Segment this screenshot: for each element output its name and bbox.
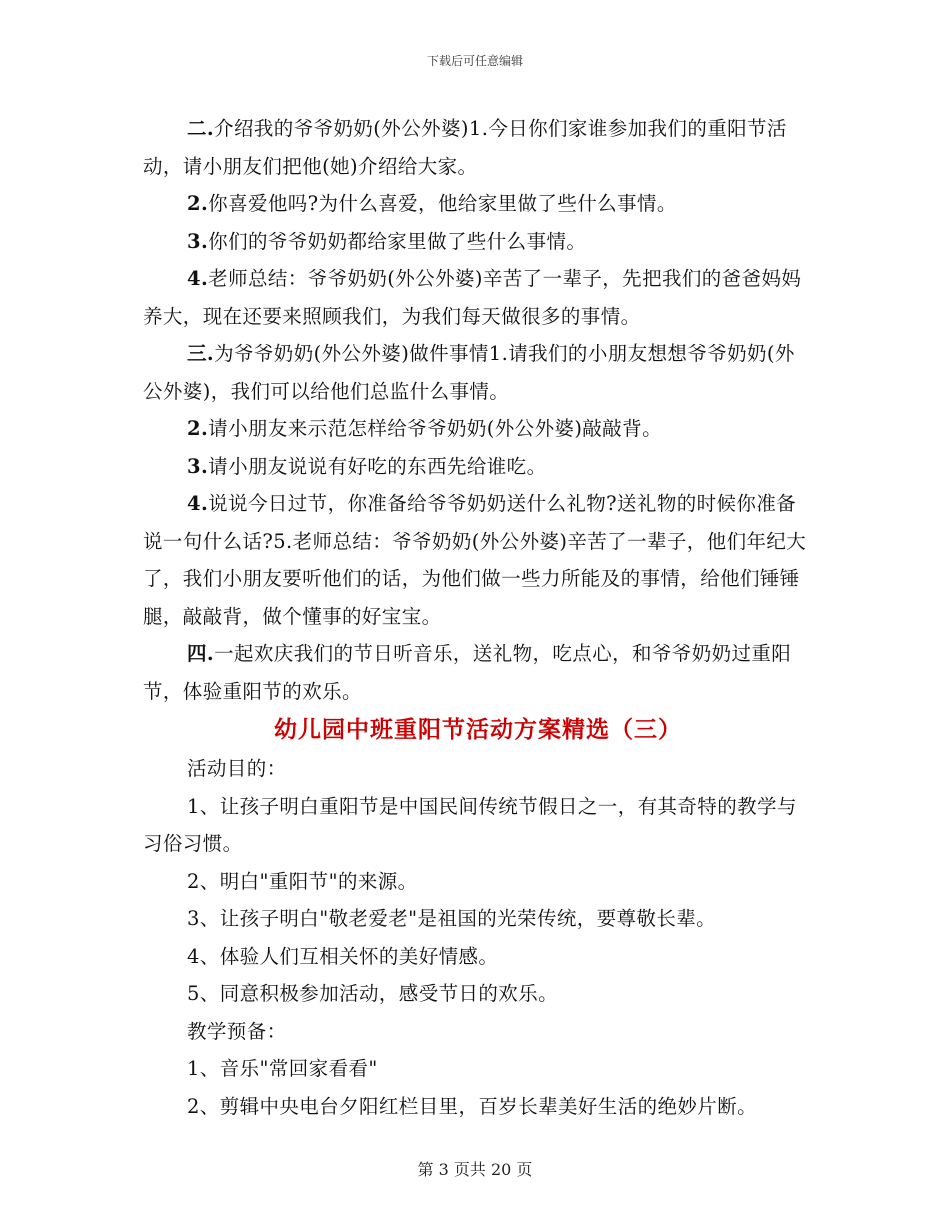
paragraph xyxy=(143,635,813,710)
item-number: 3. xyxy=(187,454,209,478)
paragraph xyxy=(143,260,813,335)
paragraph xyxy=(143,185,813,223)
paragraph xyxy=(143,410,813,448)
paragraph xyxy=(143,335,813,410)
item-text: 介绍我的爷爷奶奶(外公外婆)1.今日你们家谁参加我们的重阳节活动，请小朋友们把他(她)介绍给大家。 xyxy=(143,117,787,178)
page-footer: 第 3 页共 20 页 xyxy=(417,1160,533,1179)
page-content xyxy=(143,110,813,1125)
item-text: 老师总结：爷爷奶奶(外公外婆)辛苦了一辈子，先把我们的爸爸妈妈养大，现在还要来照顾我们，为我们每天做很多的事情。 xyxy=(143,267,802,328)
paragraph xyxy=(143,110,813,185)
paragraph: 4、体验人们互相关怀的美好情感。 xyxy=(187,944,499,968)
paragraph: 教学预备： xyxy=(187,1019,287,1043)
paragraph: 2、明白"重阳节"的来源。 xyxy=(187,869,418,893)
item-number: 三. xyxy=(187,342,215,365)
paragraph: 5、同意积极参加活动，感受节日的欢乐。 xyxy=(187,982,559,1005)
paragraph: 1、音乐"常回家看看" xyxy=(187,1057,378,1080)
paragraph xyxy=(143,485,813,635)
paragraph xyxy=(143,448,813,486)
item-number: 二. xyxy=(187,117,215,140)
item-text: 请小朋友来示范怎样给爷爷奶奶(外公外婆)敲敲背。 xyxy=(208,417,662,440)
paragraph: 2、剪辑中央电台夕阳红栏目里，百岁长辈美好生活的绝妙片断。 xyxy=(187,1094,758,1118)
item-number: 4. xyxy=(187,267,209,290)
item-text: 你们的爷爷奶奶都给家里做了些什么事情。 xyxy=(208,229,587,253)
section-title: 幼儿园中班重阳节活动方案精选（三） xyxy=(274,716,682,743)
paragraph: 3、让孩子明白"敬老爱老"是祖国的光荣传统，要尊敬长辈。 xyxy=(187,907,717,930)
paragraph: 1、让孩子明白重阳节是中国民间传统节假日之一，有其奇特的教学与习俗习惯。 xyxy=(143,794,797,855)
item-number: 3. xyxy=(187,229,209,253)
item-number: 2. xyxy=(187,192,209,215)
item-number: 2. xyxy=(187,417,209,440)
paragraph: 活动目的： xyxy=(187,757,287,780)
paragraph xyxy=(143,223,813,261)
page-header: 下载后可任意编辑 xyxy=(426,54,523,68)
item-number: 四. xyxy=(187,642,215,665)
item-text: 你喜爱他吗?为什么喜爱，他给家里做了些什么事情。 xyxy=(208,192,677,215)
item-number: 4. xyxy=(187,492,209,515)
item-text: 一起欢庆我们的节日听音乐，送礼物，吃点心，和爷爷奶奶过重阳节，体验重阳节的欢乐。 xyxy=(143,642,792,703)
item-text: 为爷爷奶奶(外公外婆)做件事情1.请我们的小朋友想想爷爷奶奶(外公外婆)，我们可以给他们总监什么事情。 xyxy=(143,342,795,403)
item-text: 请小朋友说说有好吃的东西先给谁吃。 xyxy=(208,454,547,478)
item-text: 说说今日过节，你准备给爷爷奶奶送什么礼物?送礼物的时候你准备说一句什么话?5.老师总结：爷爷奶奶(外公外婆)辛苦了一辈子，他们年纪大了，我们小朋友要听他们的话，为他们做一些力所能及的事情，给他们锤锤腿，敲敲背，做个懂事的好宝宝。 xyxy=(143,492,807,628)
